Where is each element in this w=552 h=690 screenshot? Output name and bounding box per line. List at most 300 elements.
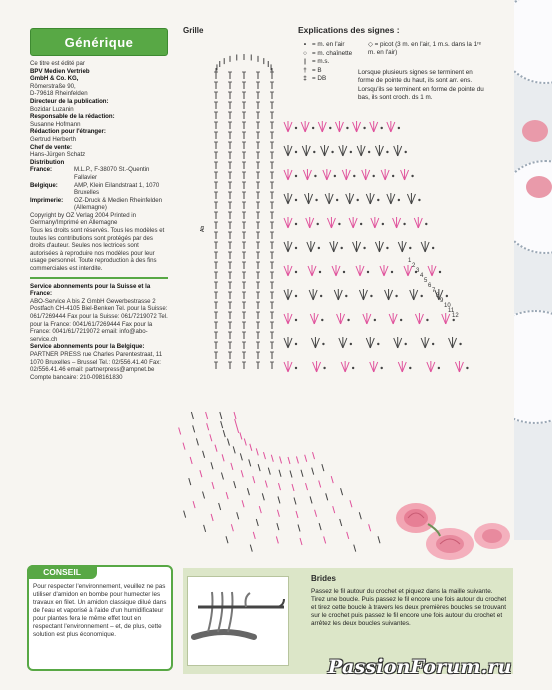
chart-chain	[360, 223, 362, 225]
chart-stitch	[288, 218, 292, 228]
chart-stitch	[226, 492, 228, 499]
doily-image	[514, 310, 552, 424]
chart-chain	[331, 151, 333, 153]
chart-stitch	[179, 427, 181, 434]
chart-stitch	[418, 218, 422, 228]
chart-stitch	[284, 362, 288, 372]
chart-stitch	[315, 510, 317, 517]
chart-stitch	[313, 452, 315, 459]
chart-stitch	[256, 448, 258, 455]
chart-stitch	[314, 314, 318, 324]
chart-stitch	[310, 314, 314, 324]
chart-chain	[363, 127, 365, 129]
chart-stitch	[301, 122, 305, 132]
chart-stitch	[203, 492, 205, 499]
chart-chain	[295, 271, 297, 273]
chart-stitch	[322, 464, 324, 471]
chart-chain	[439, 271, 441, 273]
chart-chain	[446, 295, 448, 297]
chart-chain	[409, 367, 411, 369]
service-be-text: PARTNER PRESS rue Charles Parentestraat, 11 1070 Bruxelles – Brussel Tel.: 02/556.41.40 Fax: 02/556.41.46 email: partnerpress@ampnet.be Compte bancaire: 210-098161830	[30, 350, 163, 381]
chart-stitch	[215, 445, 217, 452]
chart-stitch	[346, 170, 350, 180]
chart-stitch	[311, 242, 315, 252]
imprint-line: Römerstraße 90,	[30, 82, 76, 90]
director-label: Directeur de la publication:	[30, 97, 109, 105]
chart-stitch	[193, 501, 195, 508]
chart-stitch	[288, 146, 292, 156]
roses-image	[388, 496, 518, 566]
doily-image	[514, 0, 552, 84]
chart-stitch	[298, 525, 300, 532]
chart-stitch	[288, 242, 292, 252]
chart-stitch	[307, 170, 311, 180]
chart-chain	[295, 127, 297, 129]
chart-stitch	[363, 314, 367, 324]
chart-stitch	[333, 506, 335, 513]
chart-side-label: Ab	[200, 225, 206, 232]
chart-stitch	[366, 194, 370, 204]
chart-stitch	[242, 500, 244, 507]
chart-chain	[381, 127, 383, 129]
chart-stitch	[284, 218, 288, 228]
chart-stitch	[278, 483, 280, 490]
chart-chain	[314, 175, 316, 177]
chart-chain	[405, 343, 407, 345]
chart-stitch	[284, 266, 288, 276]
chart-chain	[329, 127, 331, 129]
editor-name: Susanne Hofmann	[30, 120, 81, 128]
chart-stitch	[284, 290, 288, 300]
chart-stitch	[375, 218, 379, 228]
chart-chain	[421, 295, 423, 297]
chart-chain	[318, 247, 320, 249]
chart-stitch	[425, 338, 429, 348]
chart-stitch	[227, 439, 229, 446]
chart-row-number: 8	[436, 293, 440, 299]
copyright: Copyright by OZ Verlag 2004 Printed in Germany/Imprimé en Allemagne	[30, 211, 137, 227]
chart-chain	[391, 271, 393, 273]
chart-stitch	[338, 290, 342, 300]
chart-chain	[322, 343, 324, 345]
chart-stitch	[332, 266, 336, 276]
chart-stitch	[357, 146, 361, 156]
chart-stitch	[306, 483, 308, 490]
chart-stitch	[277, 510, 279, 517]
chart-stitch	[296, 511, 298, 518]
chart-stitch	[362, 170, 366, 180]
chart-stitch	[284, 314, 288, 324]
chart-stitch	[367, 314, 371, 324]
chart-stitch	[394, 338, 398, 348]
chart-chain	[295, 175, 297, 177]
chart-chain	[466, 367, 468, 369]
chart-stitch	[321, 146, 325, 156]
chart-stitch	[346, 194, 350, 204]
imprint-line: BPV Medien Vertrieb	[30, 67, 90, 75]
chart-stitch	[315, 338, 319, 348]
chart-stitch	[391, 194, 395, 204]
chart-stitch	[356, 266, 360, 276]
chart-stitch	[305, 455, 307, 462]
chart-stitch	[253, 476, 255, 483]
chart-stitch	[189, 478, 191, 485]
chart-stitch	[325, 194, 329, 204]
chart-chain	[386, 151, 388, 153]
chart-stitch	[381, 170, 385, 180]
legend-item: ○ = m. chaînette	[303, 49, 353, 57]
chart-stitch	[375, 242, 379, 252]
chart-stitch	[353, 242, 357, 252]
text-area	[514, 540, 552, 690]
chart-row-number: 9	[440, 298, 444, 304]
chart-chain	[334, 175, 336, 177]
chart-stitch	[411, 194, 415, 204]
chart-stitch	[370, 362, 374, 372]
chart-stitch	[357, 122, 361, 132]
chart-stitch	[397, 218, 401, 228]
chart-stitch	[432, 266, 436, 276]
chart-stitch	[204, 525, 206, 532]
chart-stitch	[394, 146, 398, 156]
foreign-name: Gertrud Herberth	[30, 135, 77, 143]
chart-stitch	[288, 122, 292, 132]
crochet-chart	[178, 32, 490, 552]
chart-stitch	[268, 468, 270, 475]
chart-stitch	[253, 532, 255, 539]
chart-stitch	[347, 532, 349, 539]
chart-chain	[295, 295, 297, 297]
chart-stitch	[203, 451, 205, 458]
sales-name: Hans-Jürgen Schatz	[30, 151, 86, 159]
chart-stitch	[223, 430, 225, 437]
chart-stitch	[235, 419, 237, 426]
chart-stitch	[370, 194, 374, 204]
chart-stitch	[288, 457, 290, 464]
chart-row-number: 6	[428, 283, 432, 289]
chart-stitch	[336, 266, 340, 276]
chart-stitch	[370, 122, 374, 132]
chart-stitch	[296, 456, 298, 463]
chart-stitch	[288, 362, 292, 372]
chart-chain	[377, 199, 379, 201]
chart-stitch	[290, 471, 292, 478]
chart-stitch	[453, 338, 457, 348]
chart-stitch	[331, 218, 335, 228]
distribution-label: Distribution	[30, 158, 65, 166]
chart-stitch	[361, 146, 365, 156]
chart-stitch	[442, 314, 446, 324]
conseil-box	[27, 565, 173, 671]
generique-badge: Générique	[30, 28, 168, 56]
chart-chain	[346, 127, 348, 129]
chart-stitch	[389, 290, 393, 300]
chart-stitch	[196, 438, 198, 445]
chart-stitch	[327, 170, 331, 180]
legend-item: ‡ = DB	[303, 75, 327, 82]
chart-stitch	[402, 242, 406, 252]
chart-stitch	[226, 536, 228, 543]
photo-strip	[514, 0, 552, 690]
chart-stitch	[250, 444, 252, 451]
chart-row-number: 7	[432, 288, 436, 294]
chart-stitch	[387, 194, 391, 204]
chart-chain	[386, 247, 388, 249]
chart-chain	[313, 151, 315, 153]
chart-stitch	[335, 122, 339, 132]
chart-chain	[411, 175, 413, 177]
chart-chain	[315, 199, 317, 201]
chart-row-number: 5	[424, 278, 428, 284]
chart-chain	[338, 223, 340, 225]
chart-stitch	[407, 194, 411, 204]
chart-stitch	[288, 338, 292, 348]
chart-chain	[368, 151, 370, 153]
chart-stitch	[421, 242, 425, 252]
chart-stitch	[349, 218, 353, 228]
chart-stitch	[284, 122, 288, 132]
chart-chain	[350, 343, 352, 345]
chart-stitch	[339, 146, 343, 156]
chart-chain	[453, 319, 455, 321]
chart-stitch	[404, 266, 408, 276]
chart-stitch	[219, 503, 221, 510]
chart-chain	[395, 295, 397, 297]
imprint-line: GmbH & Co. KG,	[30, 75, 79, 83]
chart-chain	[405, 151, 407, 153]
chart-stitch	[343, 338, 347, 348]
chart-chain	[352, 367, 354, 369]
chart-stitch	[244, 438, 246, 445]
chart-stitch	[428, 266, 432, 276]
chart-row-number: 10	[444, 303, 451, 309]
printer-label: Imprimerie:	[30, 196, 64, 204]
chart-stitch	[263, 452, 265, 459]
chart-stitch	[431, 362, 435, 372]
chart-stitch	[410, 290, 414, 300]
chart-stitch	[190, 457, 192, 464]
chart-chain	[432, 247, 434, 249]
legend-note: Lorsque plusieurs signes se terminent en forme de pointe du haut, ils sont arr. ens. Lorsqu'ils se terminent en forme de pointe du bas, ils sont croch. ds 1 m.	[358, 69, 484, 102]
legend-item: • = m. en l'air	[303, 41, 345, 48]
chart-stitch	[380, 266, 384, 276]
chart-chain	[432, 343, 434, 345]
chart-stitch	[280, 456, 282, 463]
chart-stitch	[343, 146, 347, 156]
chart-chain	[319, 271, 321, 273]
chart-chain	[363, 247, 365, 249]
chart-stitch	[231, 524, 233, 531]
chart-stitch	[303, 170, 307, 180]
chart-stitch	[276, 536, 278, 543]
chart-stitch	[330, 242, 334, 252]
chart-stitch	[366, 338, 370, 348]
chart-stitch	[324, 536, 326, 543]
brides-illustration	[187, 576, 289, 666]
chart-stitch	[325, 146, 329, 156]
chart-stitch	[308, 266, 312, 276]
chart-stitch	[339, 338, 343, 348]
foreign-label: Rédaction pour l'étranger:	[30, 128, 106, 136]
chart-stitch	[459, 362, 463, 372]
service-ch-label: Service abonnements pour la Suisse et la France:	[30, 282, 151, 298]
chart-stitch	[341, 362, 345, 372]
chart-chain	[350, 151, 352, 153]
chart-stitch	[375, 146, 379, 156]
chart-stitch	[387, 122, 391, 132]
chart-stitch	[277, 523, 279, 530]
chart-stitch	[292, 484, 294, 491]
chart-stitch	[288, 314, 292, 324]
chart-stitch	[284, 338, 288, 348]
chart-stitch	[319, 480, 321, 487]
chart-stitch	[184, 511, 186, 518]
chart-chain	[459, 343, 461, 345]
chart-stitch	[211, 462, 213, 469]
chart-stitch	[350, 500, 352, 507]
editor-label: Responsable de la rédaction:	[30, 113, 115, 121]
chart-stitch	[393, 314, 397, 324]
legend-item: † = B	[303, 66, 322, 74]
chart-stitch	[309, 194, 313, 204]
chart-chain	[341, 247, 343, 249]
chart-chain	[323, 367, 325, 369]
chart-stitch	[337, 314, 341, 324]
chart-stitch	[313, 362, 317, 372]
chart-stitch	[353, 218, 357, 228]
chart-stitch	[288, 170, 292, 180]
chart-stitch	[237, 426, 239, 433]
chart-stitch	[313, 290, 317, 300]
chart-stitch	[271, 455, 273, 462]
chart-stitch	[220, 412, 222, 419]
chart-stitch	[419, 314, 423, 324]
belgium-value: AMP, Klein Eilandstraat 1, 1070 Bruxelles	[74, 181, 160, 197]
chart-stitch	[310, 218, 314, 228]
chart-stitch	[200, 470, 202, 477]
chart-stitch	[288, 290, 292, 300]
chart-stitch	[360, 266, 364, 276]
france-value: M.L.P., F-38070 St.-Quentin Fallavier	[74, 166, 150, 181]
chart-chain	[321, 319, 323, 321]
chart-stitch	[449, 338, 453, 348]
chart-stitch	[206, 412, 208, 419]
chart-stitch	[341, 488, 343, 495]
chart-stitch	[329, 194, 333, 204]
chart-stitch	[183, 443, 185, 450]
chart-stitch	[334, 242, 338, 252]
chart-chain	[426, 319, 428, 321]
chart-row-number: 12	[452, 313, 459, 319]
imprint-text	[30, 60, 168, 381]
chart-chain	[317, 223, 319, 225]
chart-stitch	[350, 194, 354, 204]
chart-chain	[418, 199, 420, 201]
chart-stitch	[294, 498, 296, 505]
chart-stitch	[221, 421, 223, 428]
chart-stitch	[233, 446, 235, 453]
belgium-label: Belgique:	[30, 181, 58, 189]
chart-stitch	[363, 290, 367, 300]
chart-stitch	[427, 362, 431, 372]
chart-stitch	[231, 463, 233, 470]
chart-stitch	[398, 242, 402, 252]
doily-image	[514, 160, 552, 254]
chart-stitch	[359, 512, 361, 519]
chart-stitch	[385, 290, 389, 300]
chart-stitch	[312, 468, 314, 475]
chart-stitch	[288, 266, 292, 276]
chart-stitch	[378, 536, 380, 543]
chart-chain	[382, 223, 384, 225]
chart-stitch	[301, 470, 303, 477]
chart-stitch	[398, 338, 402, 348]
chart-stitch	[284, 194, 288, 204]
chart-stitch	[366, 170, 370, 180]
chart-stitch	[389, 314, 393, 324]
france-label: France:	[30, 166, 53, 174]
chart-stitch	[317, 362, 321, 372]
chart-stitch	[300, 538, 302, 545]
chart-chain	[295, 247, 297, 249]
chart-chain	[425, 223, 427, 225]
chart-stitch	[385, 170, 389, 180]
chart-chain	[295, 343, 297, 345]
chart-chain	[336, 199, 338, 201]
grid-title: Grille	[183, 26, 204, 35]
chart-stitch	[193, 425, 195, 432]
printer-value: OZ-Druck & Medien Rheinfelden (Allemagne)	[74, 196, 163, 212]
chart-chain	[295, 319, 297, 321]
chart-chain	[409, 247, 411, 249]
chart-stitch	[258, 464, 260, 471]
chart-chain	[295, 151, 297, 153]
chart-stitch	[306, 146, 310, 156]
chart-stitch	[306, 218, 310, 228]
chart-stitch	[262, 493, 264, 500]
legend-picot: ◇ = picot (3 m. en l'air, 1 m.s. dans la 1ʳᵉ m. en l'air)	[368, 41, 481, 57]
chart-stitch	[359, 290, 363, 300]
chart-stitch	[309, 290, 313, 300]
chart-stitch	[398, 146, 402, 156]
conseil-title: CONSEIL	[27, 565, 97, 579]
chart-stitch	[222, 454, 224, 461]
chart-stitch	[212, 482, 214, 489]
chart-stitch	[284, 170, 288, 180]
chart-stitch	[414, 218, 418, 228]
chart-stitch	[278, 496, 280, 503]
chart-chain	[295, 223, 297, 225]
chart-stitch	[401, 170, 405, 180]
chart-stitch	[249, 459, 251, 466]
imprint-line: Ce titre est édité par	[30, 60, 85, 67]
chart-stitch	[302, 146, 306, 156]
rose-image	[526, 176, 552, 198]
chart-chain	[381, 367, 383, 369]
chart-stitch	[311, 338, 315, 348]
chart-stitch	[256, 519, 258, 526]
rose-image	[522, 120, 548, 142]
chart-stitch	[342, 170, 346, 180]
chart-stitch	[322, 122, 326, 132]
chart-stitch	[374, 122, 378, 132]
chart-stitch	[247, 488, 249, 495]
service-be-label: Service abonnements pour la Belgique:	[30, 343, 145, 351]
chart-chain	[403, 223, 405, 225]
chart-chain	[295, 199, 297, 201]
sales-label: Chef de vente:	[30, 143, 72, 151]
chart-stitch	[265, 480, 267, 487]
